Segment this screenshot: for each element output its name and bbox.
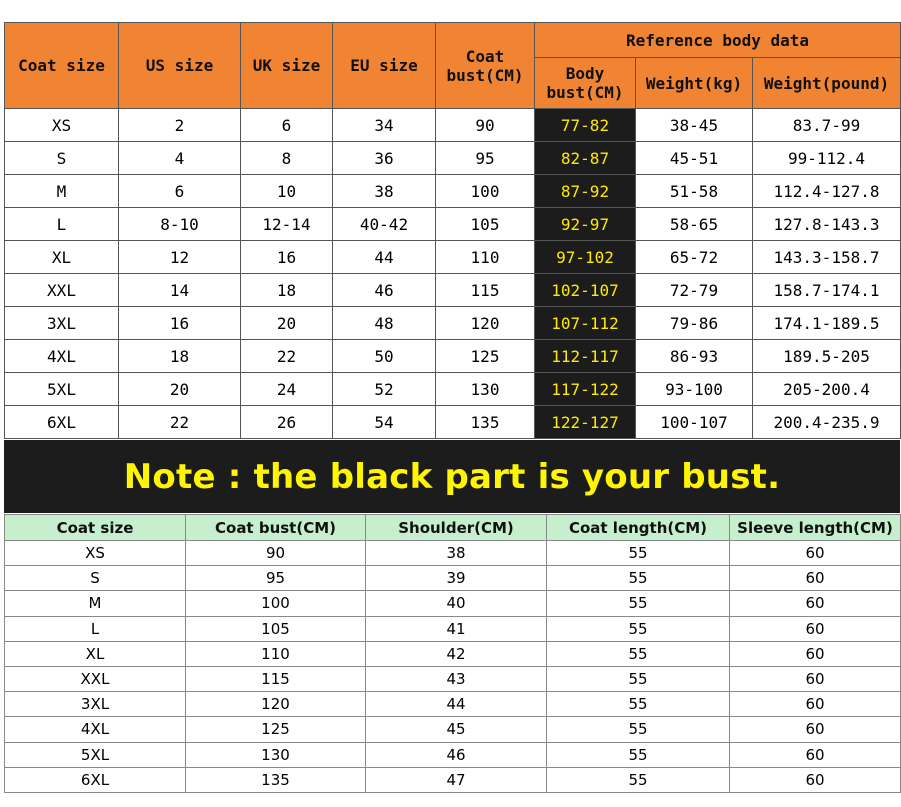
cell-body-bust: 87-92 [535,175,636,208]
cell-weight-kg: 65-72 [636,241,753,274]
cell-us-size: 12 [119,241,241,274]
bust-note-banner [4,440,900,513]
cell-coat-size: 6XL [5,767,186,792]
table-row [5,616,901,641]
cell-coat-bust: 115 [436,274,535,307]
cell-coat-size: XS [5,541,186,566]
cell-coat-bust: 95 [186,566,366,591]
cell-coat-length: 55 [547,541,730,566]
cell-coat-length: 55 [547,666,730,691]
cell-sleeve-length: 60 [730,616,901,641]
cell-uk-size: 26 [241,406,333,439]
cell-coat-length: 55 [547,616,730,641]
cell-weight-pound: 158.7-174.1 [753,274,901,307]
cell-weight-pound: 83.7-99 [753,109,901,142]
cell-sleeve-length: 60 [730,742,901,767]
cell-coat-size: XXL [5,666,186,691]
header-weight-kg: Weight(kg) [636,58,753,109]
header-sleeve-length: Sleeve length(CM) [730,515,901,541]
cell-eu-size: 52 [333,373,436,406]
cell-body-bust: 112-117 [535,340,636,373]
cell-sleeve-length: 60 [730,591,901,616]
cell-body-bust: 77-82 [535,109,636,142]
header-coat-bust: Coat bust(CM) [436,23,535,109]
cell-coat-bust: 130 [186,742,366,767]
cell-weight-kg: 79-86 [636,307,753,340]
cell-coat-bust: 110 [436,241,535,274]
cell-weight-pound: 99-112.4 [753,142,901,175]
cell-coat-length: 55 [547,717,730,742]
table-row [5,717,901,742]
cell-coat-size: 4XL [5,340,119,373]
cell-weight-kg: 100-107 [636,406,753,439]
cell-us-size: 22 [119,406,241,439]
cell-shoulder: 42 [366,641,547,666]
cell-coat-size: L [5,208,119,241]
cell-sleeve-length: 60 [730,566,901,591]
cell-coat-size: XS [5,109,119,142]
cell-shoulder: 47 [366,767,547,792]
cell-sleeve-length: 60 [730,717,901,742]
garment-measurement-body [5,541,901,793]
cell-coat-bust: 130 [436,373,535,406]
cell-sleeve-length: 60 [730,692,901,717]
cell-coat-length: 55 [547,767,730,792]
cell-body-bust: 102-107 [535,274,636,307]
cell-sleeve-length: 60 [730,641,901,666]
table-row [5,742,901,767]
cell-eu-size: 50 [333,340,436,373]
cell-uk-size: 22 [241,340,333,373]
header-coat-size: Coat size [5,23,119,109]
cell-body-bust: 107-112 [535,307,636,340]
cell-weight-kg: 51-58 [636,175,753,208]
cell-shoulder: 46 [366,742,547,767]
cell-weight-pound: 143.3-158.7 [753,241,901,274]
cell-coat-size: 5XL [5,742,186,767]
header-reference-body-data: Reference body data [535,23,901,58]
cell-coat-bust: 90 [436,109,535,142]
cell-coat-size: S [5,142,119,175]
table-row [5,767,901,792]
table-row [5,641,901,666]
cell-coat-length: 55 [547,641,730,666]
cell-uk-size: 18 [241,274,333,307]
cell-shoulder: 39 [366,566,547,591]
cell-weight-kg: 58-65 [636,208,753,241]
cell-uk-size: 6 [241,109,333,142]
cell-body-bust: 122-127 [535,406,636,439]
cell-coat-size: L [5,616,186,641]
cell-body-bust: 97-102 [535,241,636,274]
table-row [5,274,901,307]
header-coat-bust-2: Coat bust(CM) [186,515,366,541]
cell-coat-bust: 90 [186,541,366,566]
cell-weight-kg: 45-51 [636,142,753,175]
table-row [5,666,901,691]
cell-weight-pound: 205-200.4 [753,373,901,406]
cell-shoulder: 45 [366,717,547,742]
cell-weight-pound: 174.1-189.5 [753,307,901,340]
cell-shoulder: 41 [366,616,547,641]
cell-eu-size: 34 [333,109,436,142]
cell-weight-kg: 38-45 [636,109,753,142]
size-conversion-table [4,22,901,439]
cell-coat-bust: 110 [186,641,366,666]
table-row [5,692,901,717]
cell-coat-bust: 125 [436,340,535,373]
cell-eu-size: 40-42 [333,208,436,241]
header-coat-size-2: Coat size [5,515,186,541]
cell-body-bust: 92-97 [535,208,636,241]
garment-measurement-table [4,514,901,793]
cell-eu-size: 54 [333,406,436,439]
cell-coat-bust: 120 [186,692,366,717]
cell-us-size: 16 [119,307,241,340]
table-row [5,241,901,274]
cell-coat-bust: 105 [436,208,535,241]
table-row [5,307,901,340]
cell-uk-size: 16 [241,241,333,274]
header-us-size: US size [119,23,241,109]
size-conversion-body [5,109,901,439]
header-uk-size: UK size [241,23,333,109]
cell-eu-size: 48 [333,307,436,340]
cell-eu-size: 36 [333,142,436,175]
cell-eu-size: 44 [333,241,436,274]
cell-sleeve-length: 60 [730,541,901,566]
cell-coat-size: 3XL [5,307,119,340]
table-row [5,591,901,616]
cell-shoulder: 38 [366,541,547,566]
cell-shoulder: 43 [366,666,547,691]
cell-sleeve-length: 60 [730,767,901,792]
cell-us-size: 2 [119,109,241,142]
cell-us-size: 6 [119,175,241,208]
cell-coat-bust: 135 [186,767,366,792]
cell-coat-size: S [5,566,186,591]
cell-coat-size: 6XL [5,406,119,439]
header-shoulder: Shoulder(CM) [366,515,547,541]
cell-sleeve-length: 60 [730,666,901,691]
cell-weight-pound: 127.8-143.3 [753,208,901,241]
cell-coat-size: 3XL [5,692,186,717]
cell-us-size: 20 [119,373,241,406]
cell-weight-pound: 112.4-127.8 [753,175,901,208]
cell-coat-bust: 120 [436,307,535,340]
cell-coat-bust: 100 [186,591,366,616]
cell-coat-length: 55 [547,566,730,591]
cell-coat-size: M [5,591,186,616]
cell-coat-bust: 125 [186,717,366,742]
cell-eu-size: 46 [333,274,436,307]
cell-body-bust: 82-87 [535,142,636,175]
table-row [5,566,901,591]
table-row [5,175,901,208]
cell-coat-size: XL [5,641,186,666]
cell-coat-bust: 105 [186,616,366,641]
cell-coat-size: XL [5,241,119,274]
bust-note-text: Note : the black part is your bust. [123,456,781,497]
cell-weight-kg: 86-93 [636,340,753,373]
table-row [5,373,901,406]
cell-uk-size: 20 [241,307,333,340]
cell-coat-length: 55 [547,591,730,616]
cell-coat-size: 5XL [5,373,119,406]
cell-shoulder: 44 [366,692,547,717]
table-row [5,541,901,566]
cell-coat-size: XXL [5,274,119,307]
cell-coat-size: 4XL [5,717,186,742]
cell-uk-size: 12-14 [241,208,333,241]
cell-shoulder: 40 [366,591,547,616]
cell-us-size: 18 [119,340,241,373]
cell-coat-length: 55 [547,692,730,717]
header-coat-length: Coat length(CM) [547,515,730,541]
cell-coat-length: 55 [547,742,730,767]
cell-us-size: 14 [119,274,241,307]
cell-coat-bust: 115 [186,666,366,691]
table-row [5,208,901,241]
cell-coat-bust: 135 [436,406,535,439]
table-row [5,109,901,142]
cell-weight-pound: 200.4-235.9 [753,406,901,439]
table-row [5,406,901,439]
cell-body-bust: 117-122 [535,373,636,406]
cell-eu-size: 38 [333,175,436,208]
table-row [5,142,901,175]
cell-coat-size: M [5,175,119,208]
cell-coat-bust: 100 [436,175,535,208]
header-eu-size: EU size [333,23,436,109]
header-weight-pound: Weight(pound) [753,58,901,109]
table-row [5,340,901,373]
cell-coat-bust: 95 [436,142,535,175]
cell-uk-size: 10 [241,175,333,208]
header-body-bust: Body bust(CM) [535,58,636,109]
cell-us-size: 4 [119,142,241,175]
cell-weight-kg: 72-79 [636,274,753,307]
cell-uk-size: 8 [241,142,333,175]
cell-weight-kg: 93-100 [636,373,753,406]
cell-us-size: 8-10 [119,208,241,241]
cell-weight-pound: 189.5-205 [753,340,901,373]
cell-uk-size: 24 [241,373,333,406]
